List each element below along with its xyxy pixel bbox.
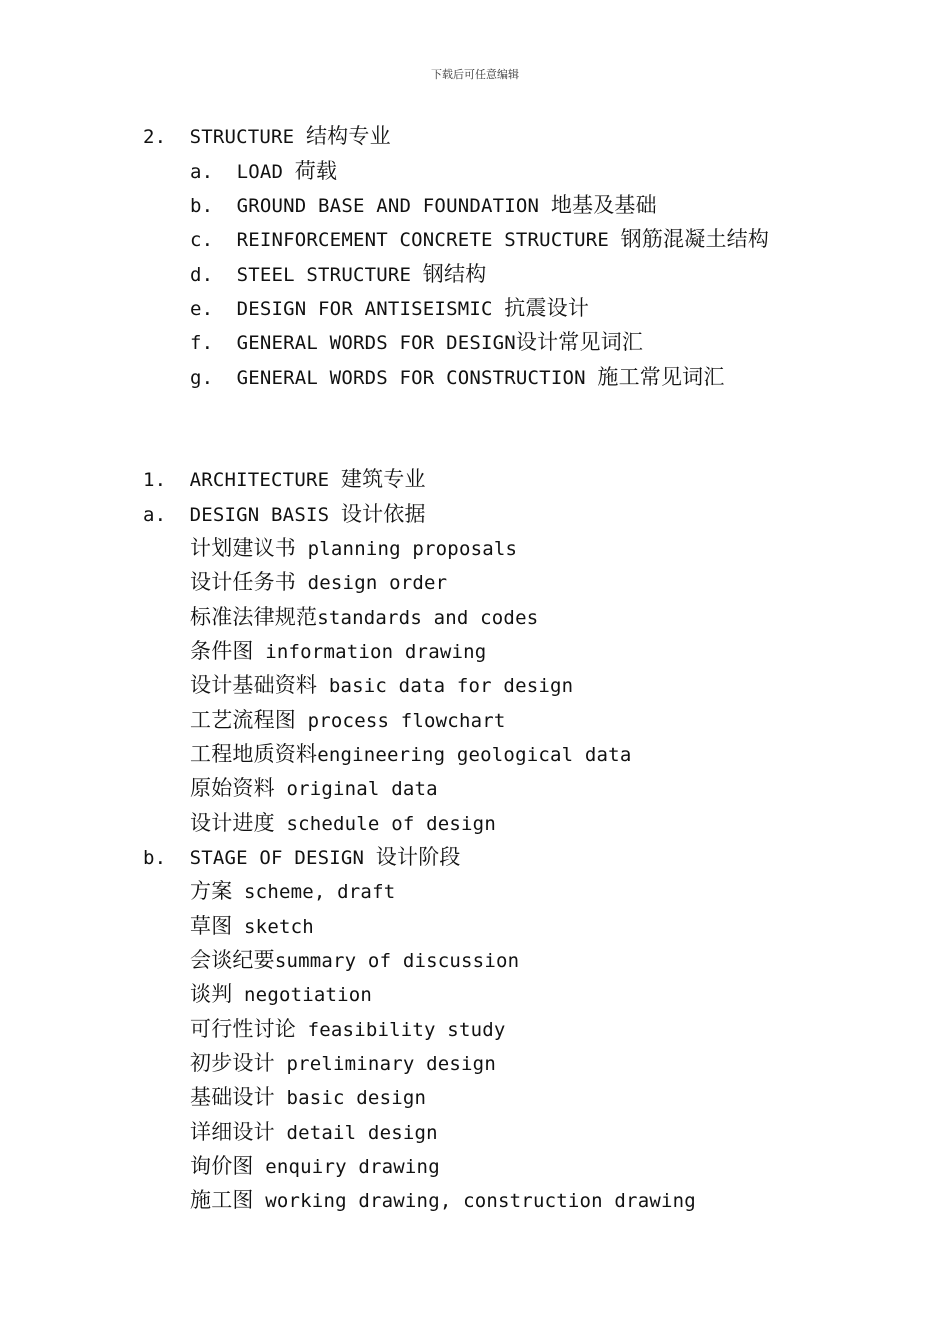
term-row: 基础设计 basic design <box>190 1085 427 1109</box>
list-item: f. GENERAL WORDS FOR DESIGN设计常见词汇 <box>190 330 644 354</box>
term-row: 原始资料 original data <box>190 776 438 800</box>
term-row: 工程地质资料engineering geological data <box>190 742 632 766</box>
term-row: 方案 scheme, draft <box>190 879 396 903</box>
term-row: 询价图 enquiry drawing <box>190 1154 440 1178</box>
list-item: a. LOAD 荷载 <box>190 159 338 183</box>
section-heading-architecture: 1. ARCHITECTURE 建筑专业 <box>143 467 426 491</box>
term-row: 设计任务书 design order <box>190 570 448 594</box>
term-row: 条件图 information drawing <box>190 639 487 663</box>
term-row: 谈判 negotiation <box>190 982 373 1006</box>
term-row: 详细设计 detail design <box>190 1120 438 1144</box>
subsection-heading-stage-of-design: b. STAGE OF DESIGN 设计阶段 <box>143 845 461 869</box>
list-item: d. STEEL STRUCTURE 钢结构 <box>190 262 487 286</box>
term-row: 草图 sketch <box>190 914 314 938</box>
page-header: 下载后可任意编辑 <box>431 68 519 81</box>
subsection-heading-design-basis: a. DESIGN BASIS 设计依据 <box>143 502 426 526</box>
list-item: g. GENERAL WORDS FOR CONSTRUCTION 施工常见词汇 <box>190 365 725 389</box>
term-row: 设计基础资料 basic data for design <box>190 673 574 697</box>
list-item: c. REINFORCEMENT CONCRETE STRUCTURE 钢筋混凝土结构 <box>190 227 770 251</box>
term-row: 可行性讨论 feasibility study <box>190 1017 506 1041</box>
term-row: 会谈纪要summary of discussion <box>190 948 520 972</box>
term-row: 初步设计 preliminary design <box>190 1051 496 1075</box>
section-heading-structure: 2. STRUCTURE 结构专业 <box>143 124 391 148</box>
term-row: 标准法律规范standards and codes <box>190 605 539 629</box>
term-row: 计划建议书 planning proposals <box>190 536 518 560</box>
term-row: 施工图 working drawing, construction drawing <box>190 1188 696 1212</box>
term-row: 工艺流程图 process flowchart <box>190 708 506 732</box>
term-row: 设计进度 schedule of design <box>190 811 496 835</box>
list-item: b. GROUND BASE AND FOUNDATION 地基及基础 <box>190 193 657 217</box>
list-item: e. DESIGN FOR ANTISEISMIC 抗震设计 <box>190 296 590 320</box>
